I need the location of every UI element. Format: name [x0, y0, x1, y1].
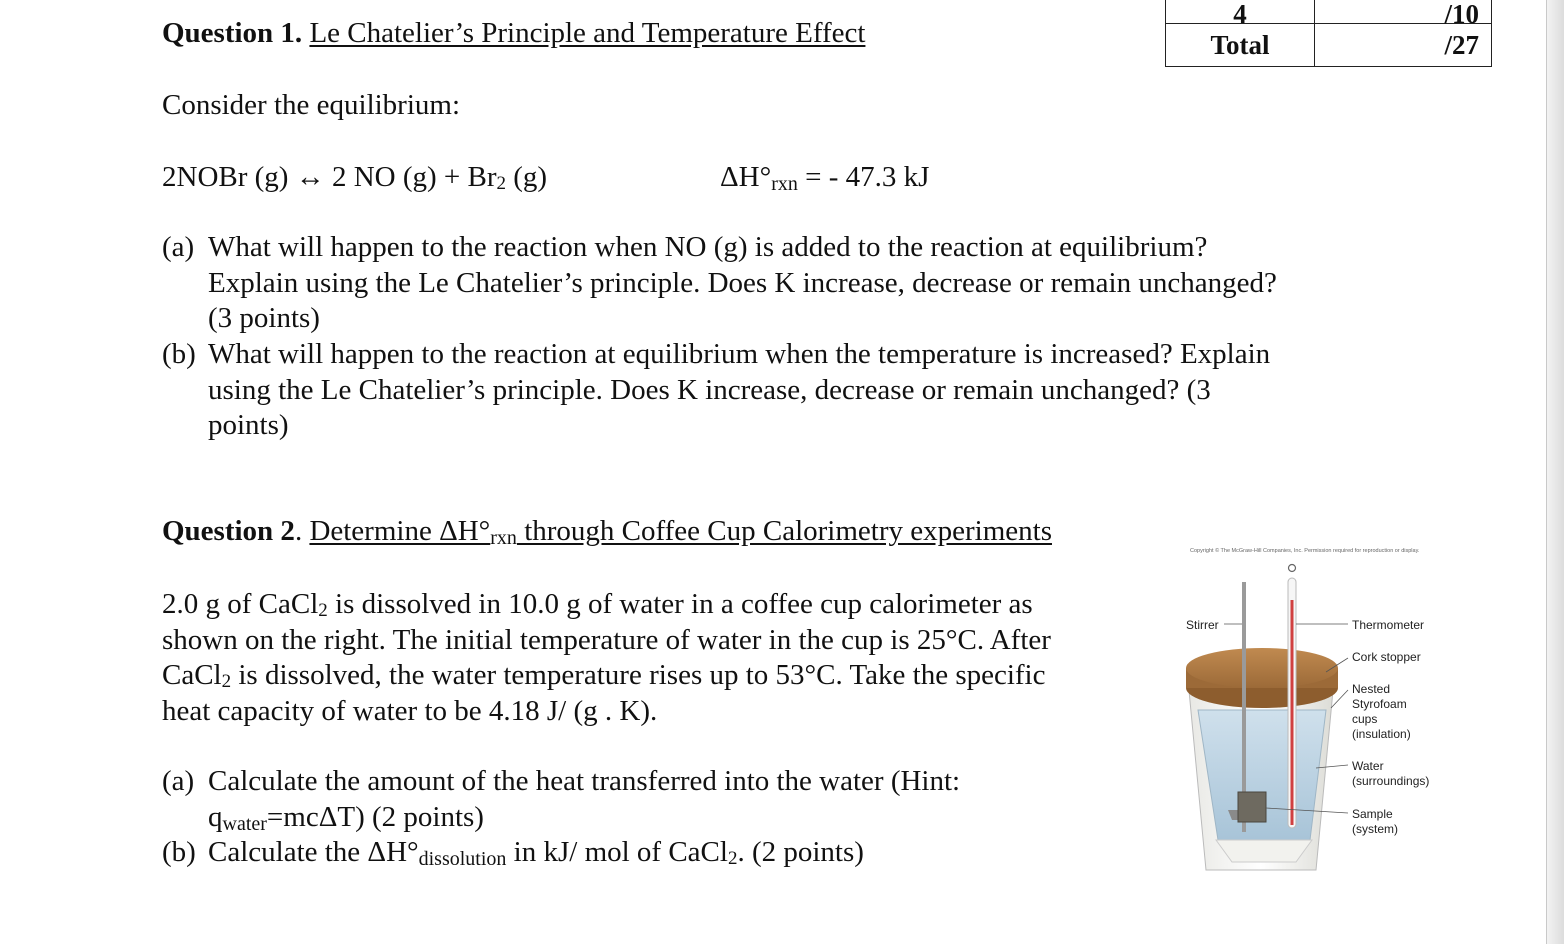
text-run: in kJ/ mol of CaCl	[506, 836, 728, 868]
label-line: (surroundings)	[1352, 774, 1430, 788]
label-line: (insulation)	[1352, 727, 1411, 741]
label-line: Sample	[1352, 807, 1393, 821]
text-line: What will happen to the reaction at equilibrium when the temperature is increased? Explain	[208, 338, 1271, 370]
calorimeter-figure	[1176, 540, 1446, 885]
title-part: Determine ΔH°	[309, 515, 491, 547]
question-2-heading	[162, 515, 1052, 548]
text-run: . (2 points)	[737, 836, 864, 868]
thermometer-label: Thermometer	[1352, 618, 1425, 632]
text-run: Calculate the ΔH°	[208, 836, 419, 868]
heading-separator: .	[294, 515, 310, 547]
part-text	[208, 764, 960, 835]
label-line: cups	[1352, 712, 1378, 726]
subscript: dissolution	[418, 848, 507, 870]
q2-part-a	[162, 764, 1162, 839]
copyright-notice: Copyright © The McGraw-Hill Companies, Inc. Permission required for reproduction or display.	[1190, 548, 1420, 554]
subscript: 2	[221, 671, 232, 692]
q1-part-a	[162, 230, 1382, 340]
total-score-cell: /27	[1315, 24, 1492, 67]
score-row	[1166, 0, 1492, 24]
text-run: is dissolved, the water temperature rises up to 53°C. Take the specific	[231, 659, 1046, 691]
label-line: Water	[1352, 759, 1384, 773]
question-1-heading	[162, 17, 865, 50]
text-line: points)	[208, 409, 289, 441]
cup-bottom-shape	[1216, 840, 1312, 862]
question-1-title: Le Chatelier’s Principle and Temperature Effect	[309, 17, 866, 49]
styrofoam-cups-label	[1352, 682, 1411, 742]
part-text	[208, 230, 1277, 337]
text-run: is dissolved in 10.0 g of water in a coffee cup calorimeter as	[327, 588, 1033, 620]
subscript: 2	[318, 600, 328, 621]
enthalpy-value	[720, 160, 929, 196]
label-line: Styrofoam	[1352, 697, 1407, 711]
title-subscript: rxn	[490, 527, 517, 549]
text-line: heat capacity of water to be 4.18 J/ (g . K).	[162, 694, 658, 727]
subscript: 2	[727, 848, 738, 869]
page-right-edge	[1546, 0, 1564, 944]
score-cell: /10	[1315, 0, 1492, 24]
question-1-number: Question 1.	[162, 17, 303, 49]
stirrer-label: Stirrer	[1186, 618, 1219, 632]
equation-left: 2NOBr (g) ↔ 2 NO (g) + Br	[162, 161, 497, 193]
text-line	[208, 800, 960, 836]
label-line: Nested	[1352, 682, 1391, 696]
part-label: (b)	[162, 836, 196, 868]
question-2-title	[309, 515, 1052, 547]
text-run: 2.0 g of CaCl	[162, 588, 319, 620]
dh-number: = - 47.3 kJ	[797, 161, 930, 193]
thermometer-column-shape	[1291, 600, 1294, 825]
equation-subscript: 2	[496, 173, 507, 194]
cork-top-shape	[1186, 648, 1338, 688]
dh-subscript: rxn	[771, 173, 798, 195]
sample-label	[1352, 807, 1398, 837]
part-text	[208, 835, 864, 871]
q2-paragraph	[162, 587, 1051, 729]
text-line	[162, 587, 1051, 623]
text-line	[162, 658, 1051, 694]
part-label: (a)	[162, 765, 195, 797]
text-line: shown on the right. The initial temperature of water in the cup is 25°C. After	[162, 623, 1051, 656]
sample-shape	[1238, 792, 1266, 822]
part-label: (b)	[162, 338, 196, 370]
label-line: (system)	[1352, 822, 1398, 836]
q1-intro: Consider the equilibrium:	[162, 89, 461, 121]
dh-symbol: ΔH°	[720, 161, 772, 193]
equilibrium-equation	[162, 160, 547, 196]
equation-right: (g)	[506, 161, 548, 193]
part-text	[208, 337, 1270, 444]
part-label: (a)	[162, 231, 195, 263]
title-part: through Coffee Cup Calorimetry experiments	[516, 515, 1052, 547]
question-2-number: Question 2	[162, 515, 295, 547]
text-run: q	[208, 800, 223, 833]
text-line: using the Le Chatelier’s principle. Does K increase, decrease or remain unchanged? (3	[208, 373, 1211, 406]
total-row	[1166, 24, 1492, 67]
water-label	[1352, 759, 1429, 789]
thermometer-ring-shape	[1289, 565, 1296, 572]
text-run: CaCl	[162, 659, 222, 691]
question-number-cell: 4	[1166, 0, 1315, 24]
text-line: Calculate the amount of the heat transferred into the water (Hint:	[208, 765, 961, 797]
total-label-cell: Total	[1166, 24, 1315, 67]
q1-part-b	[162, 337, 1382, 447]
cork-stopper-label: Cork stopper	[1352, 650, 1421, 664]
text-line: Explain using the Le Chatelier’s principle. Does K increase, decrease or remain unchanged?	[208, 266, 1277, 299]
q2-part-b	[162, 835, 1162, 875]
score-table	[1165, 0, 1492, 67]
subscript: water	[222, 812, 267, 835]
text-run: =mcΔT) (2 points)	[266, 800, 484, 833]
text-line: (3 points)	[208, 302, 320, 334]
text-line: What will happen to the reaction when NO (g) is added to the reaction at equilibrium?	[208, 231, 1208, 263]
